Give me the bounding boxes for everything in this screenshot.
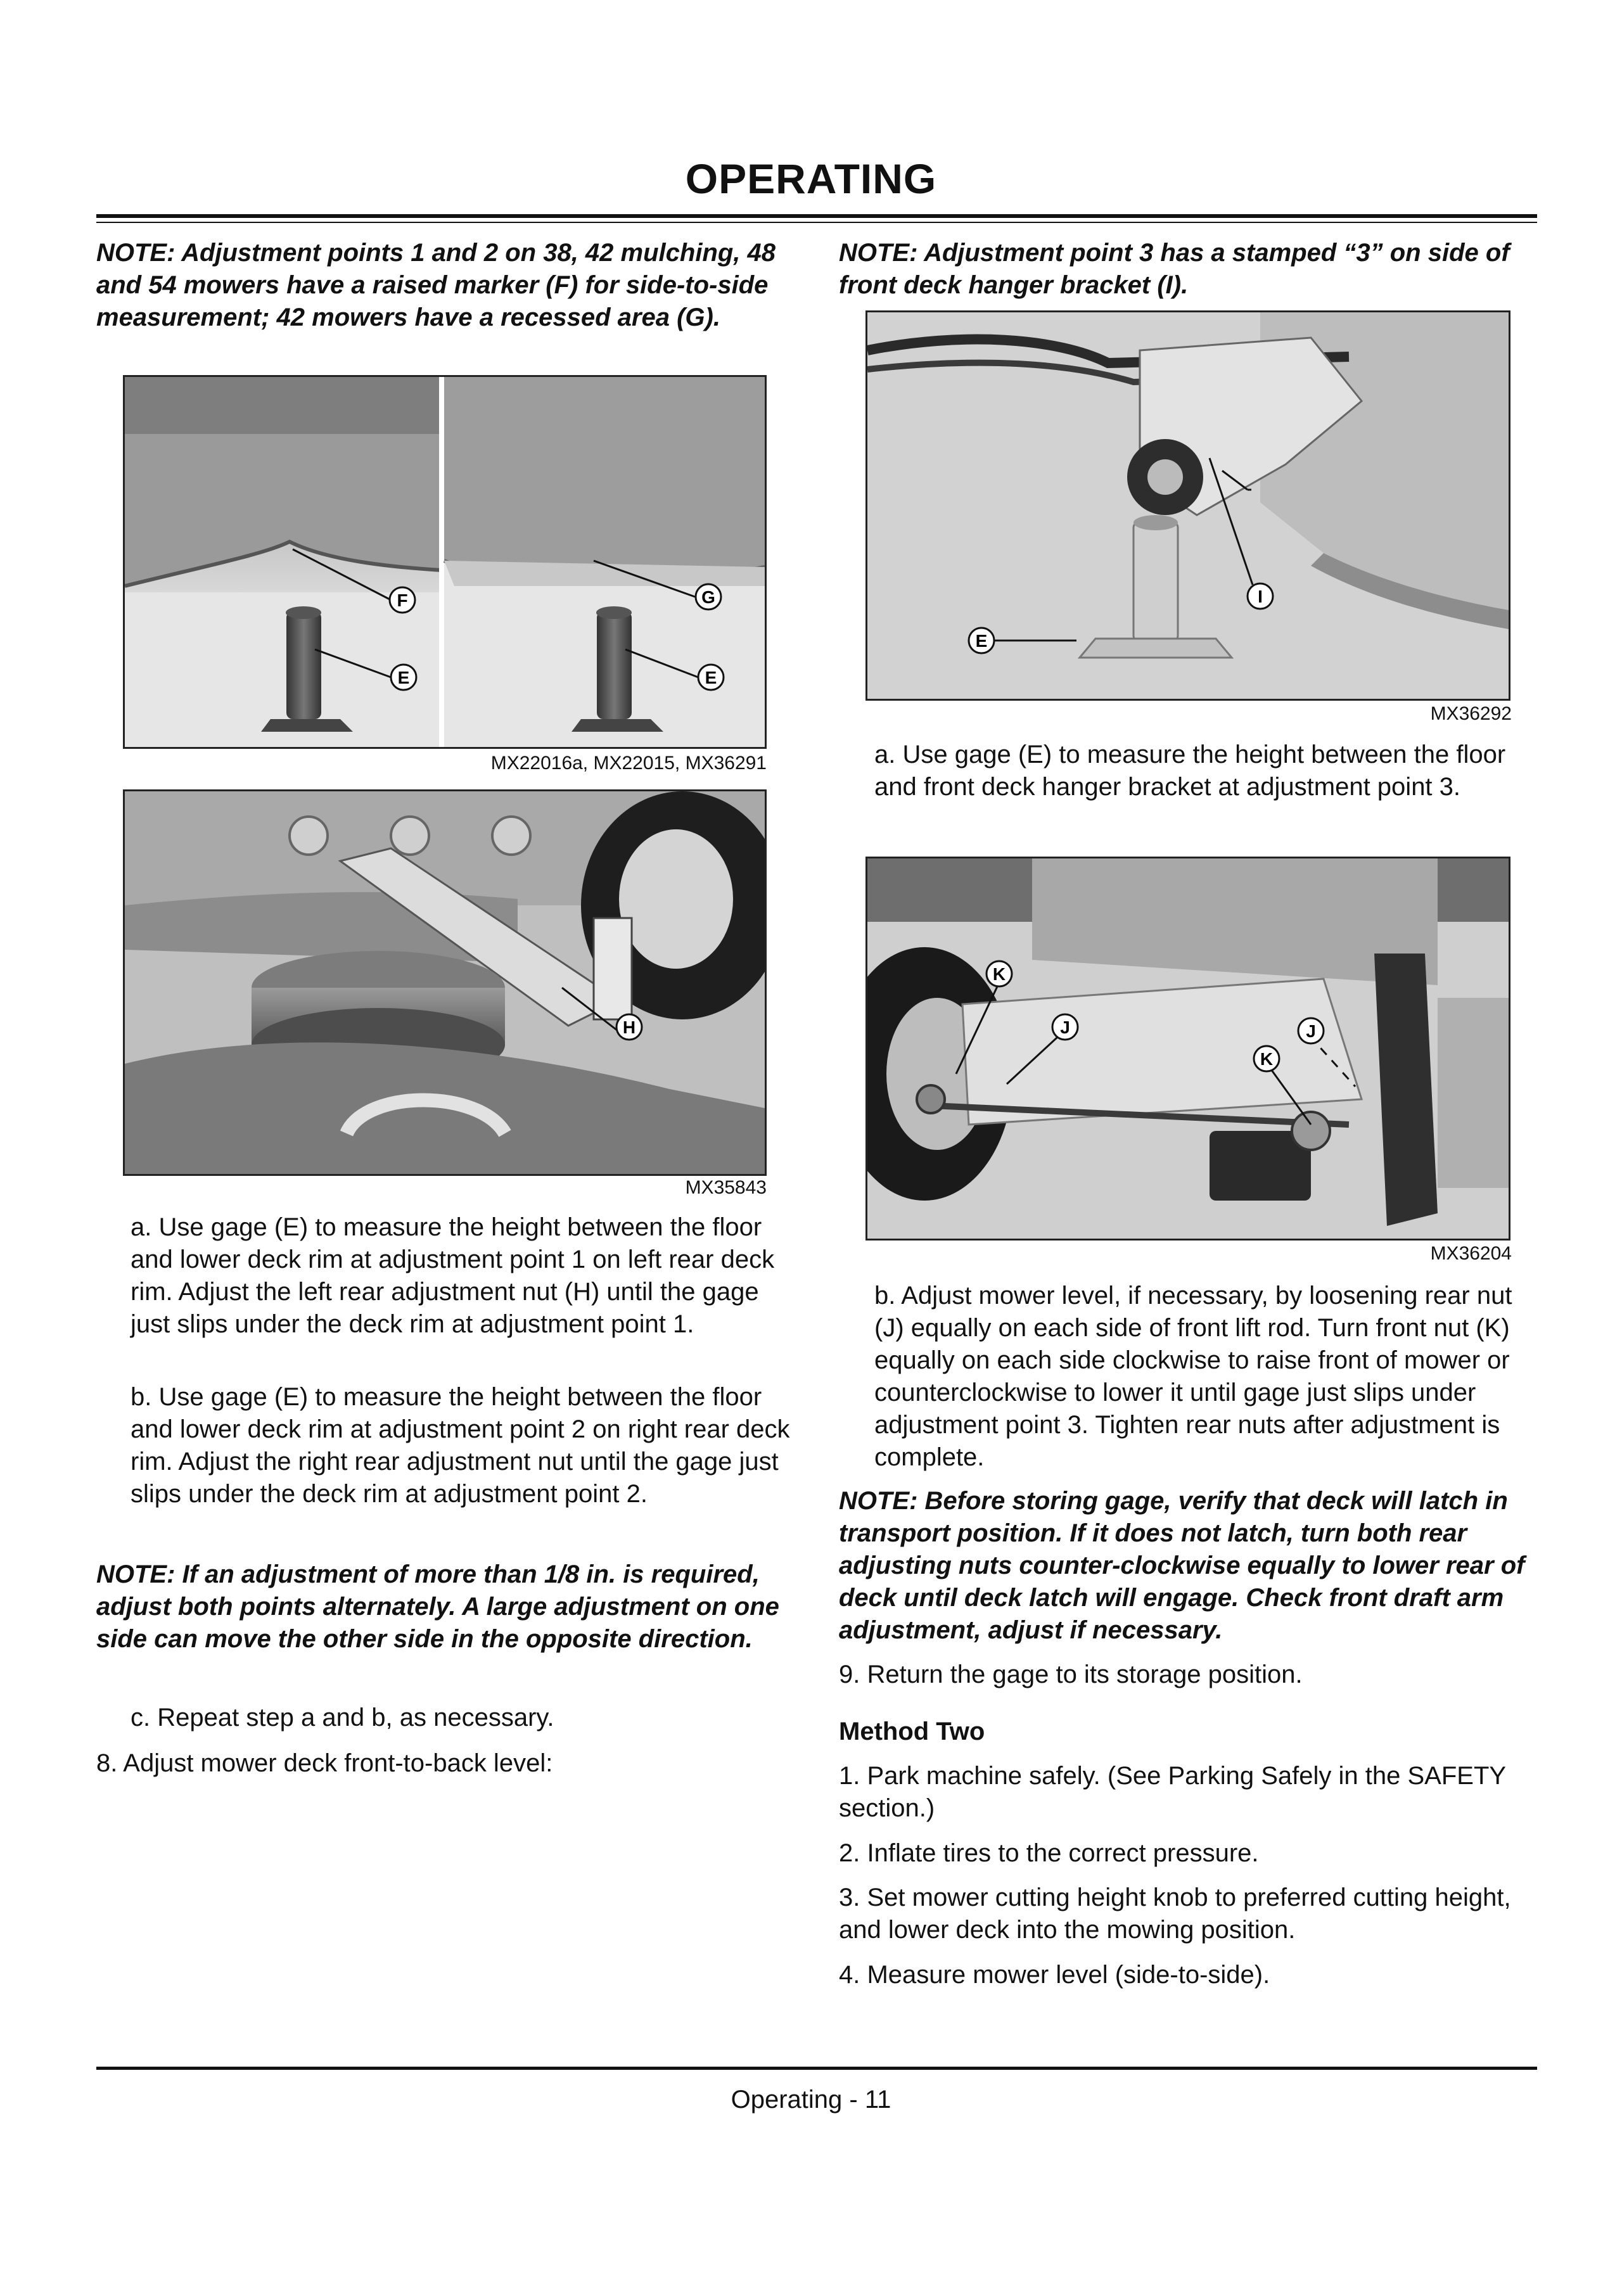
figure-caption: MX36292 xyxy=(1430,703,1512,724)
figure-caption: MX36204 xyxy=(1430,1243,1512,1264)
step-method-4: 4. Measure mower level (side-to-side). xyxy=(839,1961,1270,1989)
callout-e-right: E xyxy=(705,668,717,687)
step-8: 8. Adjust mower deck front-to-back level: xyxy=(96,1749,553,1777)
page-footer: Operating - 11 xyxy=(731,2086,891,2114)
header-rule xyxy=(96,214,1537,218)
step-c: c. Repeat step a and b, as necessary. xyxy=(131,1704,554,1732)
figure-front-lift-rod-nuts xyxy=(865,857,1510,1240)
step-9: 9. Return the gage to its storage position. xyxy=(839,1661,1303,1688)
note-before-storing-gage: NOTE: Before storing gage, verify that deck will latch in transport position. If it does not latch, turn both rear adjusting nuts counter-clockwise equally to lower rear of deck until deck latch will engage. Check front draft arm adjustment, adjust if necessary. xyxy=(839,1487,1525,1644)
callout-e-left: E xyxy=(397,668,410,687)
callout-k-left: K xyxy=(992,964,1006,984)
note-adjustment-point-3: NOTE: Adjustment point 3 has a stamped “3” on side of front deck hanger bracket (I). xyxy=(839,239,1510,299)
callout-k-right: K xyxy=(1260,1049,1274,1069)
step-a-right: a. Use gage (E) to measure the height between the floor and front deck hanger bracket at adjustment point 3. xyxy=(874,741,1506,801)
step-method-1: 1. Park machine safely. (See Parking Safely in the SAFETY section.) xyxy=(839,1762,1506,1822)
callout-e: E xyxy=(975,631,988,651)
step-method-2: 2. Inflate tires to the correct pressure. xyxy=(839,1839,1259,1867)
section-heading-method-two: Method Two xyxy=(839,1718,985,1745)
callout-i: I xyxy=(1258,587,1263,606)
callout-f: F xyxy=(397,590,408,610)
figure-front-hanger-bracket xyxy=(865,310,1510,701)
figure-caption: MX35843 xyxy=(685,1177,767,1198)
step-method-3: 3. Set mower cutting height knob to preferred cutting height, and lower deck into the mowing position. xyxy=(839,1884,1511,1944)
figure-caption: MX22016a, MX22015, MX36291 xyxy=(490,753,767,774)
callout-j-left: J xyxy=(1060,1017,1070,1037)
step-b-right: b. Adjust mower level, if necessary, by loosening rear nut (J) equally on each side of front lift rod. Turn front nut (K) equally on each side clockwise to raise front of mower or counterclockwise to lower it until gage just slips under adjustment point 3. Tighten rear nuts after adjustment is complete. xyxy=(874,1282,1512,1471)
callout-h: H xyxy=(622,1017,636,1037)
figure-raised-marker-recessed-area xyxy=(123,375,767,749)
callout-j-right: J xyxy=(1306,1021,1316,1041)
figure-rear-adjustment-nut xyxy=(123,789,767,1176)
note-adjustment-points: NOTE: Adjustment points 1 and 2 on 38, 42 mulching, 48 and 54 mowers have a raised marker (F) for side-to-side measurement; 42 mowers have a recessed area (G). xyxy=(96,239,776,331)
callout-g: G xyxy=(701,587,715,607)
note-large-adjustment: NOTE: If an adjustment of more than 1/8 in. is required, adjust both points alternately. A large adjustment on one side can move the other side in the opposite direction. xyxy=(96,1560,779,1653)
header-rule-thin xyxy=(96,222,1537,223)
page-title: OPERATING xyxy=(685,155,937,202)
step-a-left: a. Use gage (E) to measure the height between the floor and lower deck rim at adjustment point 1 on left rear deck rim. Adjust the left rear adjustment nut (H) until the gage just slips under the deck rim at adjustment point 1. xyxy=(131,1213,775,1338)
footer-rule xyxy=(96,2067,1537,2070)
step-b-left: b. Use gage (E) to measure the height between the floor and lower deck rim at adjustment point 2 on right rear deck rim. Adjust the right rear adjustment nut until the gage just slips under the deck rim at adjustment point 2. xyxy=(131,1383,790,1508)
